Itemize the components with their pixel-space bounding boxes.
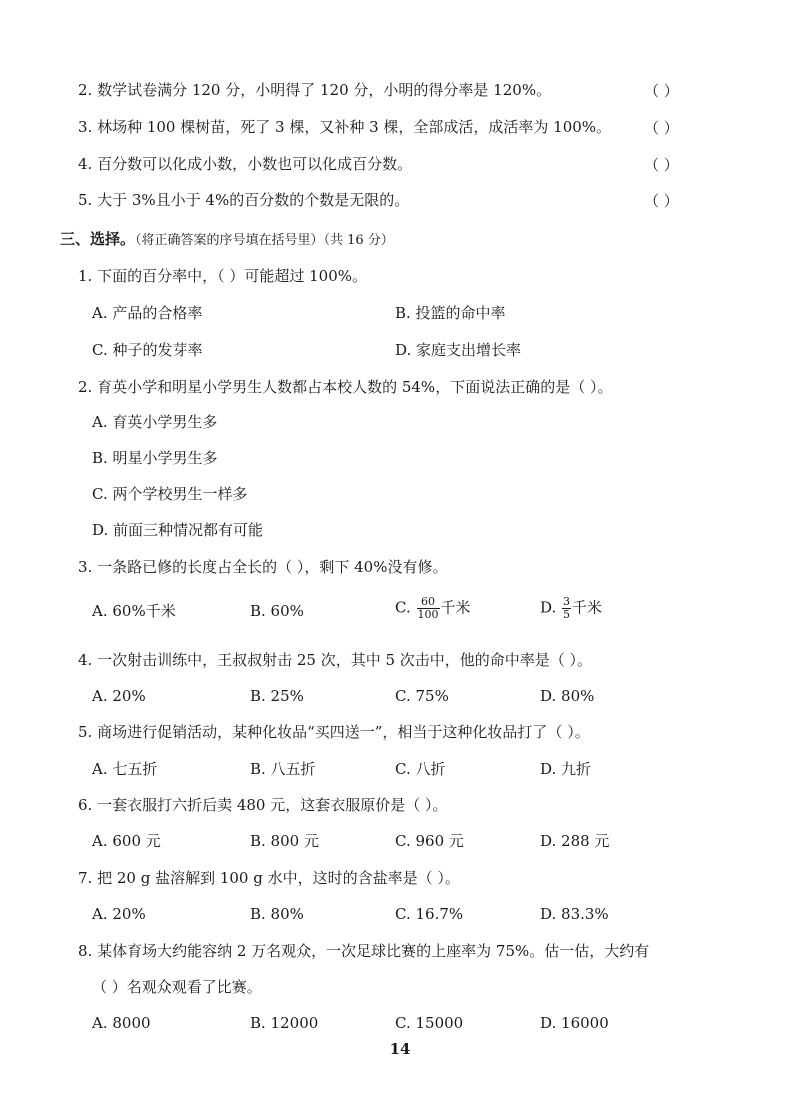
q1-option-a[interactable]: A. 产品的合格率 bbox=[92, 304, 203, 322]
q4-option-d[interactable]: D. 80% bbox=[540, 687, 595, 705]
q3-option-d[interactable] bbox=[540, 596, 602, 621]
q6-option-b[interactable]: B. 800 元 bbox=[250, 832, 319, 850]
q4-option-c[interactable]: C. 75% bbox=[395, 687, 449, 705]
q7-option-c[interactable]: C. 16.7% bbox=[395, 905, 464, 923]
q1-option-c[interactable]: C. 种子的发芽率 bbox=[92, 341, 203, 359]
q1-option-d[interactable]: D. 家庭支出增长率 bbox=[395, 341, 522, 359]
q3-option-b[interactable]: B. 60% bbox=[250, 602, 304, 620]
section-instruction: （将正确答案的序号填在括号里）（共 16 分） bbox=[135, 233, 394, 248]
section-heading bbox=[60, 229, 394, 251]
question-3-stem: 3. 一条路已修的长度占全长的（ ），剩下 40%没有修。 bbox=[78, 558, 448, 576]
q3-option-a[interactable]: A. 60%千米 bbox=[92, 602, 176, 620]
judge-item-3: 3. 林场种 100 棵树苗，死了 3 棵，又补种 3 棵，全部成活，成活率为 100%。 bbox=[78, 118, 612, 136]
q3-option-c-fraction: $\frac{60}{100}$ bbox=[417, 595, 439, 621]
q6-option-c[interactable]: C. 960 元 bbox=[395, 832, 464, 850]
question-7-stem: 7. 把 20 g 盐溶解到 100 g 水中，这时的含盐率是（ ）。 bbox=[78, 869, 460, 887]
page-number: 14 bbox=[389, 1040, 411, 1058]
q5-option-b[interactable]: B. 八五折 bbox=[250, 760, 316, 778]
q4-option-b[interactable]: B. 25% bbox=[250, 687, 304, 705]
question-6-stem: 6. 一套衣服打六折后卖 480 元，这套衣服原价是（ ）。 bbox=[78, 796, 448, 814]
judge-item-5: 5. 大于 3%且小于 4%的百分数的个数是无限的。 bbox=[78, 191, 410, 209]
q5-option-d[interactable]: D. 九折 bbox=[540, 760, 592, 778]
section-title: 三、选择。 bbox=[60, 230, 136, 248]
q3-option-c-label: C. bbox=[395, 598, 411, 617]
judge-item-2: 2. 数学试卷满分 120 分，小明得了 120 分，小明的得分率是 120%。 bbox=[78, 81, 552, 99]
q2-option-a[interactable]: A. 育英小学男生多 bbox=[92, 413, 218, 431]
question-8-stem: 8. 某体育场大约能容纳 2 万名观众，一次足球比赛的上座率为 75%。估一估，大约有 bbox=[78, 942, 650, 960]
q3-option-d-unit: 千米 bbox=[572, 598, 603, 617]
question-4-stem: 4. 一次射击训练中，王叔叔射击 25 次，其中 5 次击中，他的命中率是（ ）。 bbox=[78, 651, 593, 669]
q8-option-d[interactable]: D. 16000 bbox=[540, 1014, 609, 1032]
answer-paren-5[interactable]: （ ） bbox=[644, 192, 679, 210]
q8-option-b[interactable]: B. 12000 bbox=[250, 1014, 319, 1032]
question-5-stem: 5. 商场进行促销活动，某种化妆品“买四送一”，相当于这种化妆品打了（ ）。 bbox=[78, 723, 590, 741]
q5-option-a[interactable]: A. 七五折 bbox=[92, 760, 158, 778]
question-1-stem: 1. 下面的百分率中，（ ）可能超过 100%。 bbox=[78, 267, 368, 285]
answer-paren-2[interactable]: （ ） bbox=[644, 82, 679, 100]
question-2-stem: 2. 育英小学和明星小学男生人数都占本校人数的 54%，下面说法正确的是（ ）。 bbox=[78, 378, 613, 396]
answer-paren-4[interactable]: （ ） bbox=[644, 156, 679, 174]
q8-option-c[interactable]: C. 15000 bbox=[395, 1014, 464, 1032]
answer-paren-3[interactable]: （ ） bbox=[644, 119, 679, 137]
q6-option-d[interactable]: D. 288 元 bbox=[540, 832, 610, 850]
judge-item-4: 4. 百分数可以化成小数，小数也可以化成百分数。 bbox=[78, 155, 413, 173]
q4-option-a[interactable]: A. 20% bbox=[92, 687, 146, 705]
q7-option-a[interactable]: A. 20% bbox=[92, 905, 146, 923]
q8-option-a[interactable]: A. 8000 bbox=[92, 1014, 151, 1032]
q3-option-c[interactable] bbox=[395, 596, 471, 621]
q3-option-c-unit: 千米 bbox=[440, 598, 471, 617]
q5-option-c[interactable]: C. 八折 bbox=[395, 760, 446, 778]
q3-option-d-label: D. bbox=[540, 598, 557, 617]
q1-option-b[interactable]: B. 投篮的命中率 bbox=[395, 304, 506, 322]
q7-option-d[interactable]: D. 83.3% bbox=[540, 905, 609, 923]
q2-option-d[interactable]: D. 前面三种情况都有可能 bbox=[92, 521, 264, 539]
q2-option-c[interactable]: C. 两个学校男生一样多 bbox=[92, 485, 248, 503]
q6-option-a[interactable]: A. 600 元 bbox=[92, 832, 161, 850]
q7-option-b[interactable]: B. 80% bbox=[250, 905, 304, 923]
q2-option-b[interactable]: B. 明星小学男生多 bbox=[92, 449, 218, 467]
question-8-stem-cont: （ ）名观众观看了比赛。 bbox=[92, 978, 262, 996]
q3-option-d-fraction: $\frac{3}{5}$ bbox=[563, 595, 571, 621]
